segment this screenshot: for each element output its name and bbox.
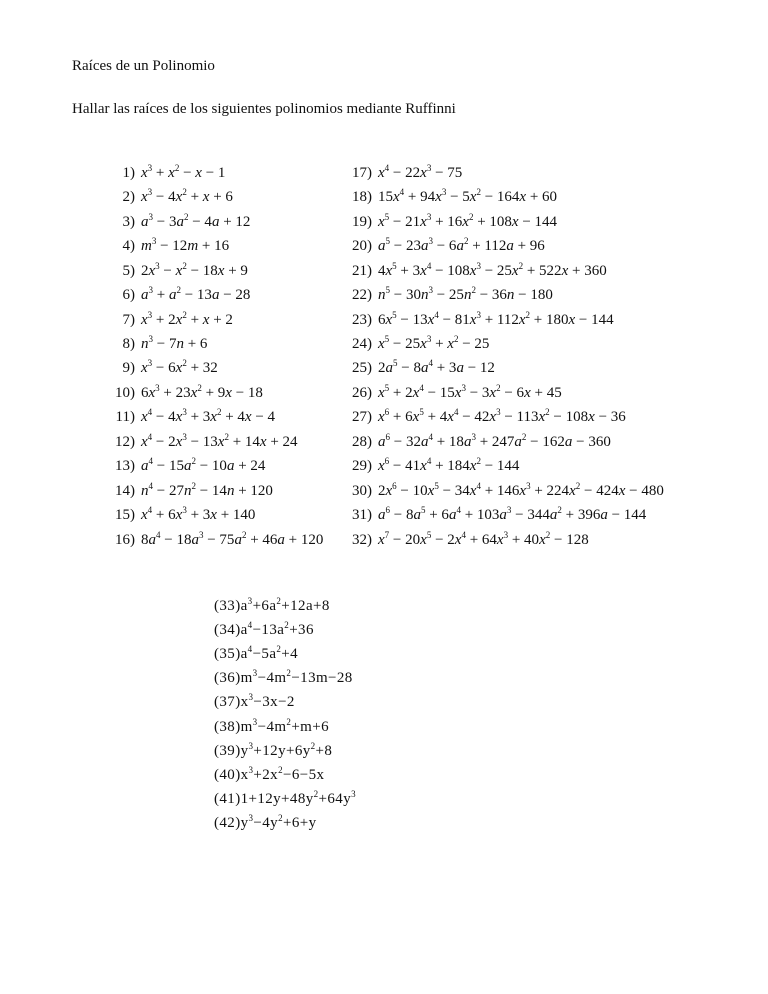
problem-item: [336, 210, 664, 234]
problem-number: 10): [115, 384, 135, 401]
problem-item: [336, 357, 664, 381]
problem-number: 31): [352, 507, 372, 524]
problem-number: 25): [352, 360, 372, 377]
polynomial-expression: $15x^4 + 94x^3 - 5x^2 - 164x + 60$: [378, 187, 558, 206]
polynomial-expression: $x^5 - 21x^3 + 16x^2 + 108x - 144$: [378, 211, 558, 230]
problem-item: [336, 185, 664, 209]
problem-item: [336, 381, 664, 405]
problem-number: 22): [352, 287, 372, 304]
problem-item: [336, 455, 664, 479]
problem-number: 4): [122, 238, 135, 255]
polynomial-expression: $6x^5 - 13x^4 - 81x^3 + 112x^2 + 180x - 144$: [378, 309, 614, 328]
instruction-text: Hallar las raíces de los siguientes polinomios mediante Ruffinni: [72, 101, 456, 117]
problem-number: 8): [122, 336, 135, 353]
problem-item: [214, 812, 356, 836]
problem-item: [214, 715, 356, 739]
problem-number: 1): [122, 164, 135, 181]
problem-item: [102, 430, 323, 454]
problem-item: [102, 357, 323, 381]
polynomial-expression: $a^3 + a^2 - 13a - 28$: [141, 285, 251, 304]
problem-item: [102, 185, 323, 209]
problem-item: [102, 259, 323, 283]
problem-number: (37): [214, 694, 241, 711]
problem-item: [102, 528, 323, 552]
polynomial-expression: $m^3 - 12m + 16$: [141, 236, 230, 255]
polynomial-expression: $2x^3 - x^2 - 18x + 9$: [141, 260, 248, 279]
problem-number: 29): [352, 458, 372, 475]
problem-number: (34): [214, 621, 241, 638]
polynomial-expression: $y^3+12y+6y^2+8$: [240, 740, 333, 759]
polynomial-expression: $8a^4 - 18a^3 - 75a^2 + 46a + 120$: [141, 529, 324, 548]
problem-number: 5): [122, 262, 135, 279]
problem-item: [336, 234, 664, 258]
polynomial-expression: $x^4 - 22x^3 - 75$: [378, 162, 463, 181]
polynomial-expression: $6x^3 + 23x^2 + 9x - 18$: [141, 382, 263, 401]
polynomial-expression: $x^3 + x^2 - x - 1$: [141, 162, 226, 181]
polynomial-expression: $4x^5 + 3x^4 - 108x^3 - 25x^2 + 522x + 360$: [378, 260, 607, 279]
polynomial-expression: $a^4-5a^2+4$: [240, 643, 299, 662]
polynomial-expression: $a^3 - 3a^2 - 4a + 12$: [141, 211, 251, 230]
problem-item: [336, 308, 664, 332]
problem-number: 17): [352, 164, 372, 181]
problem-item: [102, 308, 323, 332]
problem-number: 6): [122, 287, 135, 304]
problem-item: [336, 504, 664, 528]
problem-list-left: [102, 161, 323, 553]
problem-item: [214, 594, 356, 618]
problem-item: [102, 283, 323, 307]
problem-item: [214, 642, 356, 666]
problem-item: [336, 161, 664, 185]
polynomial-expression: $2x^6 - 10x^5 - 34x^4 + 146x^3 + 224x^2 - 424x - 480$: [378, 480, 664, 499]
problem-number: 30): [352, 482, 372, 499]
polynomial-expression: $a^3+6a^2+12a+8$: [240, 595, 330, 614]
problem-number: (40): [214, 766, 241, 783]
polynomial-expression: $x^5 + 2x^4 - 15x^3 - 3x^2 - 6x + 45$: [378, 382, 562, 401]
problem-number: (36): [214, 670, 241, 687]
polynomial-expression: $y^3-4y^2+6+y$: [240, 813, 317, 832]
problem-number: (33): [214, 597, 241, 614]
problem-number: 2): [122, 189, 135, 206]
problem-item: [336, 259, 664, 283]
polynomial-expression: $x^7 - 20x^5 - 2x^4 + 64x^3 + 40x^2 - 128$: [378, 529, 589, 548]
polynomial-expression: $n^3 - 7n + 6$: [141, 334, 208, 353]
problem-item: [336, 479, 664, 503]
polynomial-expression: $x^4 - 4x^3 + 3x^2 + 4x - 4$: [141, 407, 276, 426]
problem-item: [102, 504, 323, 528]
polynomial-expression: $m^3-4m^2-13m-28$: [240, 668, 353, 687]
problem-number: 24): [352, 336, 372, 353]
polynomial-expression: $a^6 - 32a^4 + 18a^3 + 247a^2 - 162a - 360$: [378, 431, 611, 450]
problem-item: [214, 691, 356, 715]
problem-number: 18): [352, 189, 372, 206]
problem-number: 21): [352, 262, 372, 279]
problem-number: (42): [214, 815, 241, 832]
problem-number: 19): [352, 213, 372, 230]
polynomial-expression: $2a^5 - 8a^4 + 3a - 12$: [378, 358, 495, 377]
problem-number: 9): [122, 360, 135, 377]
problem-number: (38): [214, 718, 241, 735]
problem-number: 7): [122, 311, 135, 328]
problem-item: [102, 381, 323, 405]
problem-list-right: [336, 161, 664, 553]
polynomial-expression: $x^6 + 6x^5 + 4x^4 - 42x^3 - 113x^2 - 108x - 36$: [378, 407, 626, 426]
polynomial-expression: $a^5 - 23a^3 - 6a^2 + 112a + 96$: [378, 236, 545, 255]
problem-number: (39): [214, 742, 241, 759]
problem-item: [102, 210, 323, 234]
problem-item: [214, 763, 356, 787]
problem-number: 14): [115, 482, 135, 499]
polynomial-expression: $1+12y+48y^2+64y^3$: [240, 789, 356, 808]
problem-number: (41): [214, 791, 241, 808]
problem-item: [214, 739, 356, 763]
problem-number: 16): [115, 531, 135, 548]
polynomial-expression: $x^6 - 41x^4 + 184x^2 - 144$: [378, 456, 520, 475]
polynomial-expression: $x^4 + 6x^3 + 3x + 140$: [141, 505, 256, 524]
problem-item: [336, 406, 664, 430]
polynomial-expression: $x^3 - 6x^2 + 32$: [141, 358, 218, 377]
problem-number: 27): [352, 409, 372, 426]
page-title: Raíces de un Polinomio: [72, 58, 215, 74]
polynomial-expression: $x^3-3x-2$: [240, 692, 295, 711]
problem-number: 28): [352, 433, 372, 450]
polynomial-expression: $n^4 - 27n^2 - 14n + 120$: [141, 480, 273, 499]
problem-list-extra: [214, 594, 356, 836]
problem-item: [102, 406, 323, 430]
problem-number: 26): [352, 384, 372, 401]
problem-item: [214, 788, 356, 812]
problem-number: 12): [115, 433, 135, 450]
polynomial-expression: $x^3+2x^2-6-5x$: [240, 764, 325, 783]
problem-number: 3): [122, 213, 135, 230]
polynomial-expression: $n^5 - 30n^3 - 25n^2 - 36n - 180$: [378, 285, 553, 304]
problem-item: [336, 430, 664, 454]
problem-item: [336, 528, 664, 552]
problem-number: 20): [352, 238, 372, 255]
problem-number: 11): [115, 409, 135, 426]
problem-item: [336, 332, 664, 356]
problem-item: [336, 283, 664, 307]
problem-number: 15): [115, 507, 135, 524]
problem-item: [102, 161, 323, 185]
polynomial-expression: $x^3 + 2x^2 + x + 2$: [141, 309, 233, 328]
problem-item: [214, 667, 356, 691]
problem-item: [102, 479, 323, 503]
problem-number: (35): [214, 645, 241, 662]
problem-item: [102, 332, 323, 356]
problem-item: [102, 234, 323, 258]
problem-number: 23): [352, 311, 372, 328]
problem-item: [102, 455, 323, 479]
problem-number: 13): [115, 458, 135, 475]
polynomial-expression: $m^3-4m^2+m+6$: [240, 716, 329, 735]
problem-item: [214, 618, 356, 642]
polynomial-expression: $a^4-13a^2+36$: [240, 619, 314, 638]
problem-number: 32): [352, 531, 372, 548]
polynomial-expression: $a^6 - 8a^5 + 6a^4 + 103a^3 - 344a^2 + 396a - 144$: [378, 505, 647, 524]
polynomial-expression: $x^5 - 25x^3 + x^2 - 25$: [378, 334, 490, 353]
polynomial-expression: $x^4 - 2x^3 - 13x^2 + 14x + 24$: [141, 431, 298, 450]
polynomial-expression: $a^4 - 15a^2 - 10a + 24$: [141, 456, 266, 475]
polynomial-expression: $x^3 - 4x^2 + x + 6$: [141, 187, 233, 206]
